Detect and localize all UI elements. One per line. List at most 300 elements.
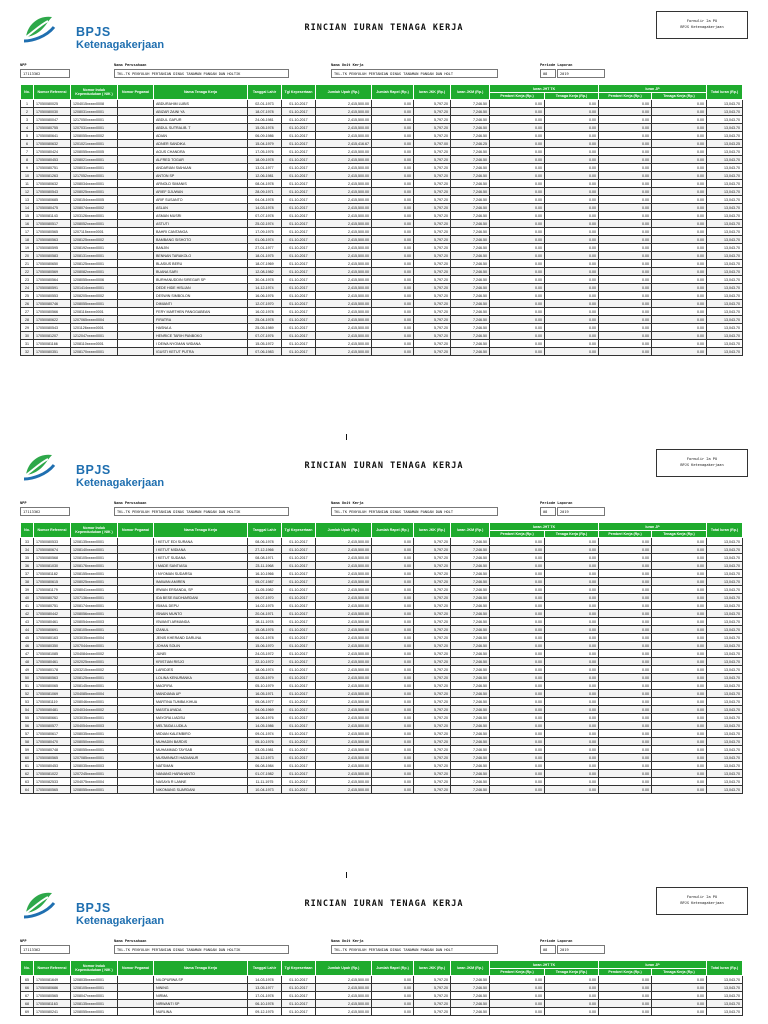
npp-label: NPP — [20, 63, 27, 67]
cell-upah: 2,415,500.00 — [316, 348, 372, 356]
cell-ref: 17050080632 — [34, 180, 71, 188]
npp-value: 17113362 — [20, 945, 70, 954]
cell-pegawai — [118, 292, 154, 300]
cell-nama: JOHAN SOLIN — [154, 642, 248, 650]
report-title: RINCIAN IURAN TENAGA KERJA — [304, 899, 464, 909]
table-row — [21, 538, 743, 546]
table-row — [21, 340, 743, 348]
company-value: TKL-TK PENYULUH PERTANIAN DINAS TANAMAN PANGAN DAN HOLTIK — [114, 69, 289, 78]
cell-jkm: 7,246.50 — [451, 220, 490, 228]
cell-rapel: 0.00 — [372, 666, 414, 674]
cell-jht-tenaga: 0.00 — [545, 690, 599, 698]
cell-jkk: 5,797.20 — [414, 618, 451, 626]
cell-total: 13,043.70 — [707, 252, 743, 260]
cell-nik: 1208035xxxxx0003 — [71, 762, 118, 770]
cell-jht-pemberi: 0.00 — [490, 586, 545, 594]
cell-tgl-kepesertaan: 01-10-2017 — [282, 666, 316, 674]
cell-total: 13,043.70 — [707, 706, 743, 714]
cell-total: 13,043.70 — [707, 554, 743, 562]
cell-jht-pemberi: 0.00 — [490, 786, 545, 794]
cell-jkk: 5,797.20 — [414, 212, 451, 220]
cell-tgl-lahir: 18-07-1978 — [248, 108, 282, 116]
cell-jht-pemberi: 0.00 — [490, 666, 545, 674]
period-year: 2019 — [557, 69, 605, 78]
cell-rapel: 0.00 — [372, 324, 414, 332]
cell-ref: 17050080517 — [34, 220, 71, 228]
cell-jht-tenaga: 0.00 — [545, 714, 599, 722]
cell-total: 13,043.70 — [707, 236, 743, 244]
cell-total: 13,043.70 — [707, 220, 743, 228]
cell-jp-tenaga: 0.00 — [652, 634, 707, 642]
cell-jp-tenaga: 0.00 — [652, 124, 707, 132]
cell-jht-tenaga: 0.00 — [545, 140, 599, 148]
cell-total: 13,043.70 — [707, 976, 743, 984]
cell-jht-tenaga: 0.00 — [545, 164, 599, 172]
cell-nama: NILOPURWA SP — [154, 976, 248, 984]
cell-jkm: 7,246.50 — [451, 778, 490, 786]
cell-pegawai — [118, 570, 154, 578]
cell-no: 63 — [21, 778, 34, 786]
cell-jkk: 5,797.20 — [414, 762, 451, 770]
cell-upah: 2,415,500.00 — [316, 292, 372, 300]
cell-tgl-kepesertaan: 01-10-2017 — [282, 252, 316, 260]
period-year: 2019 — [557, 507, 605, 516]
cell-upah: 2,415,500.00 — [316, 1008, 372, 1016]
cell-total: 13,043.70 — [707, 602, 743, 610]
cell-jkm: 7,246.50 — [451, 570, 490, 578]
cell-nik: 1208082xxxxx0001 — [71, 268, 118, 276]
cell-tgl-lahir: 13-05-1977 — [248, 984, 282, 992]
cell-pegawai — [118, 100, 154, 108]
cell-pegawai — [118, 746, 154, 754]
col-nik: Nomor Induk Kependudukan ( NIK ) — [71, 961, 118, 976]
contribution-table-1 — [20, 84, 743, 356]
cell-jht-tenaga: 0.00 — [545, 738, 599, 746]
cell-jkm: 7,246.50 — [451, 976, 490, 984]
cell-jht-pemberi: 0.00 — [490, 140, 545, 148]
cell-tgl-kepesertaan: 01-10-2017 — [282, 602, 316, 610]
cell-rapel: 0.00 — [372, 992, 414, 1000]
cell-jht-pemberi: 0.00 — [490, 738, 545, 746]
cell-jp-pemberi: 0.00 — [599, 586, 652, 594]
cell-upah: 2,415,500.00 — [316, 252, 372, 260]
cell-upah: 2,415,500.00 — [316, 714, 372, 722]
cell-total: 13,043.70 — [707, 690, 743, 698]
cell-jht-pemberi: 0.00 — [490, 562, 545, 570]
cell-jp-tenaga: 0.00 — [652, 196, 707, 204]
cell-nama: NATSMAN — [154, 762, 248, 770]
cell-jht-tenaga: 0.00 — [545, 984, 599, 992]
cell-rapel: 0.00 — [372, 730, 414, 738]
cell-upah: 2,415,500.00 — [316, 762, 372, 770]
cell-jht-tenaga: 0.00 — [545, 196, 599, 204]
cell-jht-pemberi: 0.00 — [490, 172, 545, 180]
cell-jkk: 5,797.20 — [414, 284, 451, 292]
cell-upah: 2,415,500.00 — [316, 586, 372, 594]
cell-upah: 2,415,500.00 — [316, 706, 372, 714]
cell-total: 13,043.70 — [707, 562, 743, 570]
cell-jht-tenaga: 0.00 — [545, 236, 599, 244]
cell-upah: 2,415,500.00 — [316, 738, 372, 746]
cell-jp-tenaga: 0.00 — [652, 1008, 707, 1016]
cell-jkm: 7,246.50 — [451, 738, 490, 746]
cell-rapel: 0.00 — [372, 116, 414, 124]
cell-jp-tenaga: 0.00 — [652, 252, 707, 260]
cell-upah: 2,415,500.00 — [316, 324, 372, 332]
logo-text-ketenagakerjaan: Ketenagakerjaan — [76, 915, 165, 927]
cell-nik: 1201126xxxxx0001 — [71, 324, 118, 332]
cell-nik: 1207085xxxxx0001 — [71, 754, 118, 762]
table-row — [21, 300, 743, 308]
col-total: Total Iuran (Rp.) — [707, 85, 743, 100]
cell-ref: 17050080461 — [34, 618, 71, 626]
cell-jp-tenaga: 0.00 — [652, 762, 707, 770]
cell-jht-pemberi: 0.00 — [490, 212, 545, 220]
cell-no: 50 — [21, 674, 34, 682]
cell-jp-tenaga: 0.00 — [652, 642, 707, 650]
table-row — [21, 308, 743, 316]
cell-tgl-kepesertaan: 01-10-2017 — [282, 722, 316, 730]
col-rapel: Jumlah Rapel (Rp.) — [372, 85, 414, 100]
col-jht-pemberi: Pemberi Kerja (Rp.) — [490, 531, 545, 538]
cell-jkm: 7,246.50 — [451, 204, 490, 212]
cell-rapel: 0.00 — [372, 1000, 414, 1008]
cell-jht-tenaga: 0.00 — [545, 642, 599, 650]
cell-jht-tenaga: 0.00 — [545, 610, 599, 618]
cell-jkk: 5,797.20 — [414, 682, 451, 690]
cell-jkm: 7,246.50 — [451, 786, 490, 794]
cell-jht-pemberi: 0.00 — [490, 164, 545, 172]
cell-jp-pemberi: 0.00 — [599, 538, 652, 546]
cell-jp-pemberi: 0.00 — [599, 1008, 652, 1016]
cell-rapel: 0.00 — [372, 690, 414, 698]
cell-ref: 17050081207 — [34, 332, 71, 340]
cell-no: 55 — [21, 714, 34, 722]
cell-tgl-kepesertaan: 01-10-2017 — [282, 276, 316, 284]
cell-jht-tenaga: 0.00 — [545, 220, 599, 228]
cell-jkm: 7,246.50 — [451, 252, 490, 260]
cell-upah: 2,415,500.00 — [316, 538, 372, 546]
cell-nik: 1207031xxxxx0001 — [71, 124, 118, 132]
cell-jp-pemberi: 0.00 — [599, 746, 652, 754]
cell-nik: 1203126xxxxx0001 — [71, 212, 118, 220]
cell-jht-pemberi: 0.00 — [490, 714, 545, 722]
table-row — [21, 586, 743, 594]
cell-total: 13,043.70 — [707, 212, 743, 220]
cell-jp-pemberi: 0.00 — [599, 690, 652, 698]
cell-no: 36 — [21, 562, 34, 570]
cell-jht-pemberi: 0.00 — [490, 108, 545, 116]
cell-rapel: 0.00 — [372, 674, 414, 682]
cell-nama: LOLINA KENURANKA — [154, 674, 248, 682]
cell-jht-tenaga: 0.00 — [545, 300, 599, 308]
cell-rapel: 0.00 — [372, 1008, 414, 1016]
cell-jkk: 5,797.20 — [414, 244, 451, 252]
cell-ref: 17050080591 — [34, 284, 71, 292]
cell-jkm: 7,246.50 — [451, 658, 490, 666]
cell-nik: 1208055xxxxx0001 — [71, 300, 118, 308]
cell-upah: 2,415,500.00 — [316, 116, 372, 124]
cell-no: 7 — [21, 148, 34, 156]
cell-jkm: 7,246.50 — [451, 642, 490, 650]
cell-nik: 1208055xxxxx0001 — [71, 786, 118, 794]
cell-nama: IMAWAN AMIREN — [154, 578, 248, 586]
cell-nik: 1204034xxxxx0002 — [71, 706, 118, 714]
cell-jht-tenaga: 0.00 — [545, 244, 599, 252]
cell-jht-pemberi: 0.00 — [490, 706, 545, 714]
cell-jht-pemberi: 0.00 — [490, 1000, 545, 1008]
cell-tgl-kepesertaan: 01-10-2017 — [282, 220, 316, 228]
cell-nama: MARTINA TUMBA KIHUA — [154, 698, 248, 706]
cell-jkm: 7,246.50 — [451, 1000, 490, 1008]
cell-jp-pemberi: 0.00 — [599, 244, 652, 252]
cell-jp-pemberi: 0.00 — [599, 140, 652, 148]
cell-jht-tenaga: 0.00 — [545, 586, 599, 594]
cell-rapel: 0.00 — [372, 164, 414, 172]
cell-jp-tenaga: 0.00 — [652, 172, 707, 180]
cell-nik: 1207115xxxxx0001 — [71, 228, 118, 236]
cell-pegawai — [118, 116, 154, 124]
cell-pegawai — [118, 228, 154, 236]
cell-jht-pemberi: 0.00 — [490, 148, 545, 156]
cell-jkk: 5,797.20 — [414, 546, 451, 554]
logo-text-bpjs: BPJS — [76, 901, 111, 915]
cell-nama: ISNAIN MUNTO — [154, 610, 248, 618]
table-row — [21, 618, 743, 626]
cell-upah: 2,415,500.00 — [316, 602, 372, 610]
cell-tgl-kepesertaan: 01-10-2017 — [282, 180, 316, 188]
cell-jht-pemberi: 0.00 — [490, 578, 545, 586]
cell-jp-tenaga: 0.00 — [652, 602, 707, 610]
col-jp-pemberi: Pemberi Kerja (Rp.) — [599, 969, 652, 976]
cell-ref: 17050080351 — [34, 348, 71, 356]
cell-total: 13,043.70 — [707, 1000, 743, 1008]
cell-jht-pemberi: 0.00 — [490, 260, 545, 268]
cell-ref: 17050081085 — [34, 650, 71, 658]
cell-jkk: 5,797.20 — [414, 220, 451, 228]
cell-jp-pemberi: 0.00 — [599, 164, 652, 172]
period-year: 2019 — [557, 945, 605, 954]
cell-jkm: 7,246.50 — [451, 578, 490, 586]
cell-total: 13,043.70 — [707, 546, 743, 554]
cell-nik: 1208031xxxxx0001 — [71, 164, 118, 172]
cell-nama: JENIS KHERAND DARLINA — [154, 634, 248, 642]
cell-jkk: 5,797.20 — [414, 538, 451, 546]
table-row — [21, 1000, 743, 1008]
cell-upah: 2,415,500.00 — [316, 260, 372, 268]
cell-total: 13,043.70 — [707, 108, 743, 116]
col-nik: Nomor Induk Kependudukan ( NIK ) — [71, 85, 118, 100]
cell-ref: 17050080442 — [34, 610, 71, 618]
cell-jht-pemberi: 0.00 — [490, 610, 545, 618]
cell-jp-tenaga: 0.00 — [652, 698, 707, 706]
cell-jht-pemberi: 0.00 — [490, 746, 545, 754]
cell-total: 13,043.70 — [707, 116, 743, 124]
cell-jp-tenaga: 0.00 — [652, 786, 707, 794]
cell-no: 13 — [21, 196, 34, 204]
cell-no: 66 — [21, 984, 34, 992]
cell-nama: JUNEI — [154, 650, 248, 658]
cell-jht-pemberi: 0.00 — [490, 602, 545, 610]
cell-ref: 17050081649 — [34, 976, 71, 984]
cell-no: 21 — [21, 260, 34, 268]
cell-tgl-lahir: 12-06-1981 — [248, 172, 282, 180]
cell-upah: 2,415,500.00 — [316, 786, 372, 794]
cell-no: 24 — [21, 284, 34, 292]
cell-jp-pemberi: 0.00 — [599, 714, 652, 722]
cell-rapel: 0.00 — [372, 610, 414, 618]
cell-nik: 1207136xxxxx0001 — [71, 594, 118, 602]
table-row — [21, 786, 743, 794]
cell-jkk: 5,797.20 — [414, 124, 451, 132]
cell-jkm: 7,246.50 — [451, 324, 490, 332]
cell-tgl-lahir: 06-01-1978 — [248, 634, 282, 642]
cell-nik: 1204084xxxxx0002 — [71, 650, 118, 658]
cell-nik: 1208155xxxxx0001 — [71, 570, 118, 578]
cell-no: 2 — [21, 108, 34, 116]
cell-jht-tenaga: 0.00 — [545, 252, 599, 260]
cell-pegawai — [118, 730, 154, 738]
cell-jht-tenaga: 0.00 — [545, 148, 599, 156]
cell-jp-pemberi: 0.00 — [599, 642, 652, 650]
cell-upah: 2,415,500.00 — [316, 316, 372, 324]
cell-pegawai — [118, 308, 154, 316]
cell-tgl-kepesertaan: 01-10-2017 — [282, 570, 316, 578]
cell-jht-tenaga: 0.00 — [545, 204, 599, 212]
cell-pegawai — [118, 538, 154, 546]
cell-no: 44 — [21, 626, 34, 634]
cell-no: 18 — [21, 236, 34, 244]
cell-upah: 2,415,500.00 — [316, 778, 372, 786]
cell-jkk: 5,797.20 — [414, 690, 451, 698]
cell-tgl-lahir: 11-11-1975 — [248, 778, 282, 786]
cell-upah: 2,415,500.00 — [316, 204, 372, 212]
table-row — [21, 762, 743, 770]
npp-label: NPP — [20, 501, 27, 505]
cell-jkm: 7,246.50 — [451, 698, 490, 706]
cell-tgl-kepesertaan: 01-10-2017 — [282, 236, 316, 244]
cell-jht-tenaga: 0.00 — [545, 276, 599, 284]
cell-tgl-lahir: 15-08-1976 — [248, 626, 282, 634]
cell-jkk: 5,797.20 — [414, 268, 451, 276]
cell-ref: 17050080566 — [34, 308, 71, 316]
cell-jkm: 7,246.50 — [451, 124, 490, 132]
cell-total: 13,043.70 — [707, 746, 743, 754]
cell-jp-pemberi: 0.00 — [599, 658, 652, 666]
cell-nama: BAHRI CANTANGA — [154, 228, 248, 236]
cell-jht-tenaga: 0.00 — [545, 180, 599, 188]
cell-upah: 2,415,500.00 — [316, 690, 372, 698]
cell-no: 22 — [21, 268, 34, 276]
cell-jht-tenaga: 0.00 — [545, 546, 599, 554]
cell-nama: ASLAN — [154, 204, 248, 212]
cell-total: 13,043.70 — [707, 658, 743, 666]
cell-total: 13,043.70 — [707, 172, 743, 180]
table-row — [21, 156, 743, 164]
cell-no: 37 — [21, 570, 34, 578]
cell-jkm: 7,246.50 — [451, 1008, 490, 1016]
cell-jht-pemberi: 0.00 — [490, 650, 545, 658]
cell-ref: 17050080751 — [34, 164, 71, 172]
cell-jht-pemberi: 0.00 — [490, 626, 545, 634]
cell-jkm: 7,246.50 — [451, 100, 490, 108]
report-page-3 — [0, 876, 768, 1024]
cell-ref: 17050080553 — [34, 292, 71, 300]
cell-jkm: 7,246.50 — [451, 348, 490, 356]
cell-tgl-kepesertaan: 01-10-2017 — [282, 140, 316, 148]
cell-jp-tenaga: 0.00 — [652, 554, 707, 562]
table-row — [21, 546, 743, 554]
cell-jkm: 7,246.50 — [451, 554, 490, 562]
cell-pegawai — [118, 706, 154, 714]
cell-ref: 17050080568 — [34, 554, 71, 562]
logo-text-bpjs: BPJS — [76, 463, 111, 477]
cell-nik: 1208131xxxxx0001 — [71, 252, 118, 260]
cell-jkm: 7,246.50 — [451, 236, 490, 244]
cell-nik: 1208055xxxxx0005 — [71, 148, 118, 156]
cell-total: 13,043.70 — [707, 984, 743, 992]
cell-ref: 17050080047 — [34, 116, 71, 124]
cell-no: 5 — [21, 132, 34, 140]
cell-jp-tenaga: 0.00 — [652, 332, 707, 340]
cell-jkm: 7,246.50 — [451, 164, 490, 172]
cell-tgl-lahir: 07-06-1983 — [248, 348, 282, 356]
cell-pegawai — [118, 332, 154, 340]
cell-jht-tenaga: 0.00 — [545, 578, 599, 586]
cell-jp-pemberi: 0.00 — [599, 196, 652, 204]
cell-nama: NINING — [154, 984, 248, 992]
cell-ref: 17050080470 — [34, 738, 71, 746]
cell-jp-tenaga: 0.00 — [652, 722, 707, 730]
cell-jp-pemberi: 0.00 — [599, 602, 652, 610]
cell-nama: I NYOMAN SUDARSA — [154, 570, 248, 578]
company-value: TKL-TK PENYULUH PERTANIAN DINAS TANAMAN PANGAN DAN HOLTIK — [114, 507, 289, 516]
cell-tgl-lahir: 14-02-1975 — [248, 602, 282, 610]
cell-rapel: 0.00 — [372, 188, 414, 196]
cell-jkm: 7,246.50 — [451, 674, 490, 682]
cell-jkk: 5,797.20 — [414, 754, 451, 762]
cell-rapel: 0.00 — [372, 682, 414, 690]
cell-nik: 1203035xxxxx0001 — [71, 714, 118, 722]
cell-upah: 2,415,500.00 — [316, 236, 372, 244]
cell-tgl-kepesertaan: 01-10-2017 — [282, 738, 316, 746]
report-page-2 — [0, 438, 768, 878]
cell-ref: 17050080752 — [34, 594, 71, 602]
cell-rapel: 0.00 — [372, 236, 414, 244]
cell-tgl-lahir: 17-09-1975 — [248, 228, 282, 236]
cell-tgl-lahir: 14-05-1986 — [248, 722, 282, 730]
cell-tgl-lahir: 09-01-1974 — [248, 730, 282, 738]
col-upah: Jumlah Upah (Rp.) — [316, 961, 372, 976]
cell-ref: 17050080481 — [34, 706, 71, 714]
cell-rapel: 0.00 — [372, 108, 414, 116]
cell-total: 13,043.70 — [707, 642, 743, 650]
cell-tgl-kepesertaan: 01-10-2017 — [282, 618, 316, 626]
cell-jht-pemberi: 0.00 — [490, 690, 545, 698]
cell-jht-tenaga: 0.00 — [545, 132, 599, 140]
cell-tgl-lahir: 12-07-1970 — [248, 300, 282, 308]
cell-no: 42 — [21, 610, 34, 618]
cell-no: 20 — [21, 252, 34, 260]
cell-jp-pemberi: 0.00 — [599, 594, 652, 602]
cell-jht-tenaga: 0.00 — [545, 268, 599, 276]
cell-jht-tenaga: 0.00 — [545, 618, 599, 626]
cell-nik: 1208170xxxxx0001 — [71, 348, 118, 356]
cell-jht-pemberi: 0.00 — [490, 180, 545, 188]
cell-jp-tenaga: 0.00 — [652, 292, 707, 300]
cell-nik: 1208056xxxxx0001 — [71, 610, 118, 618]
cell-tgl-kepesertaan: 01-10-2017 — [282, 730, 316, 738]
